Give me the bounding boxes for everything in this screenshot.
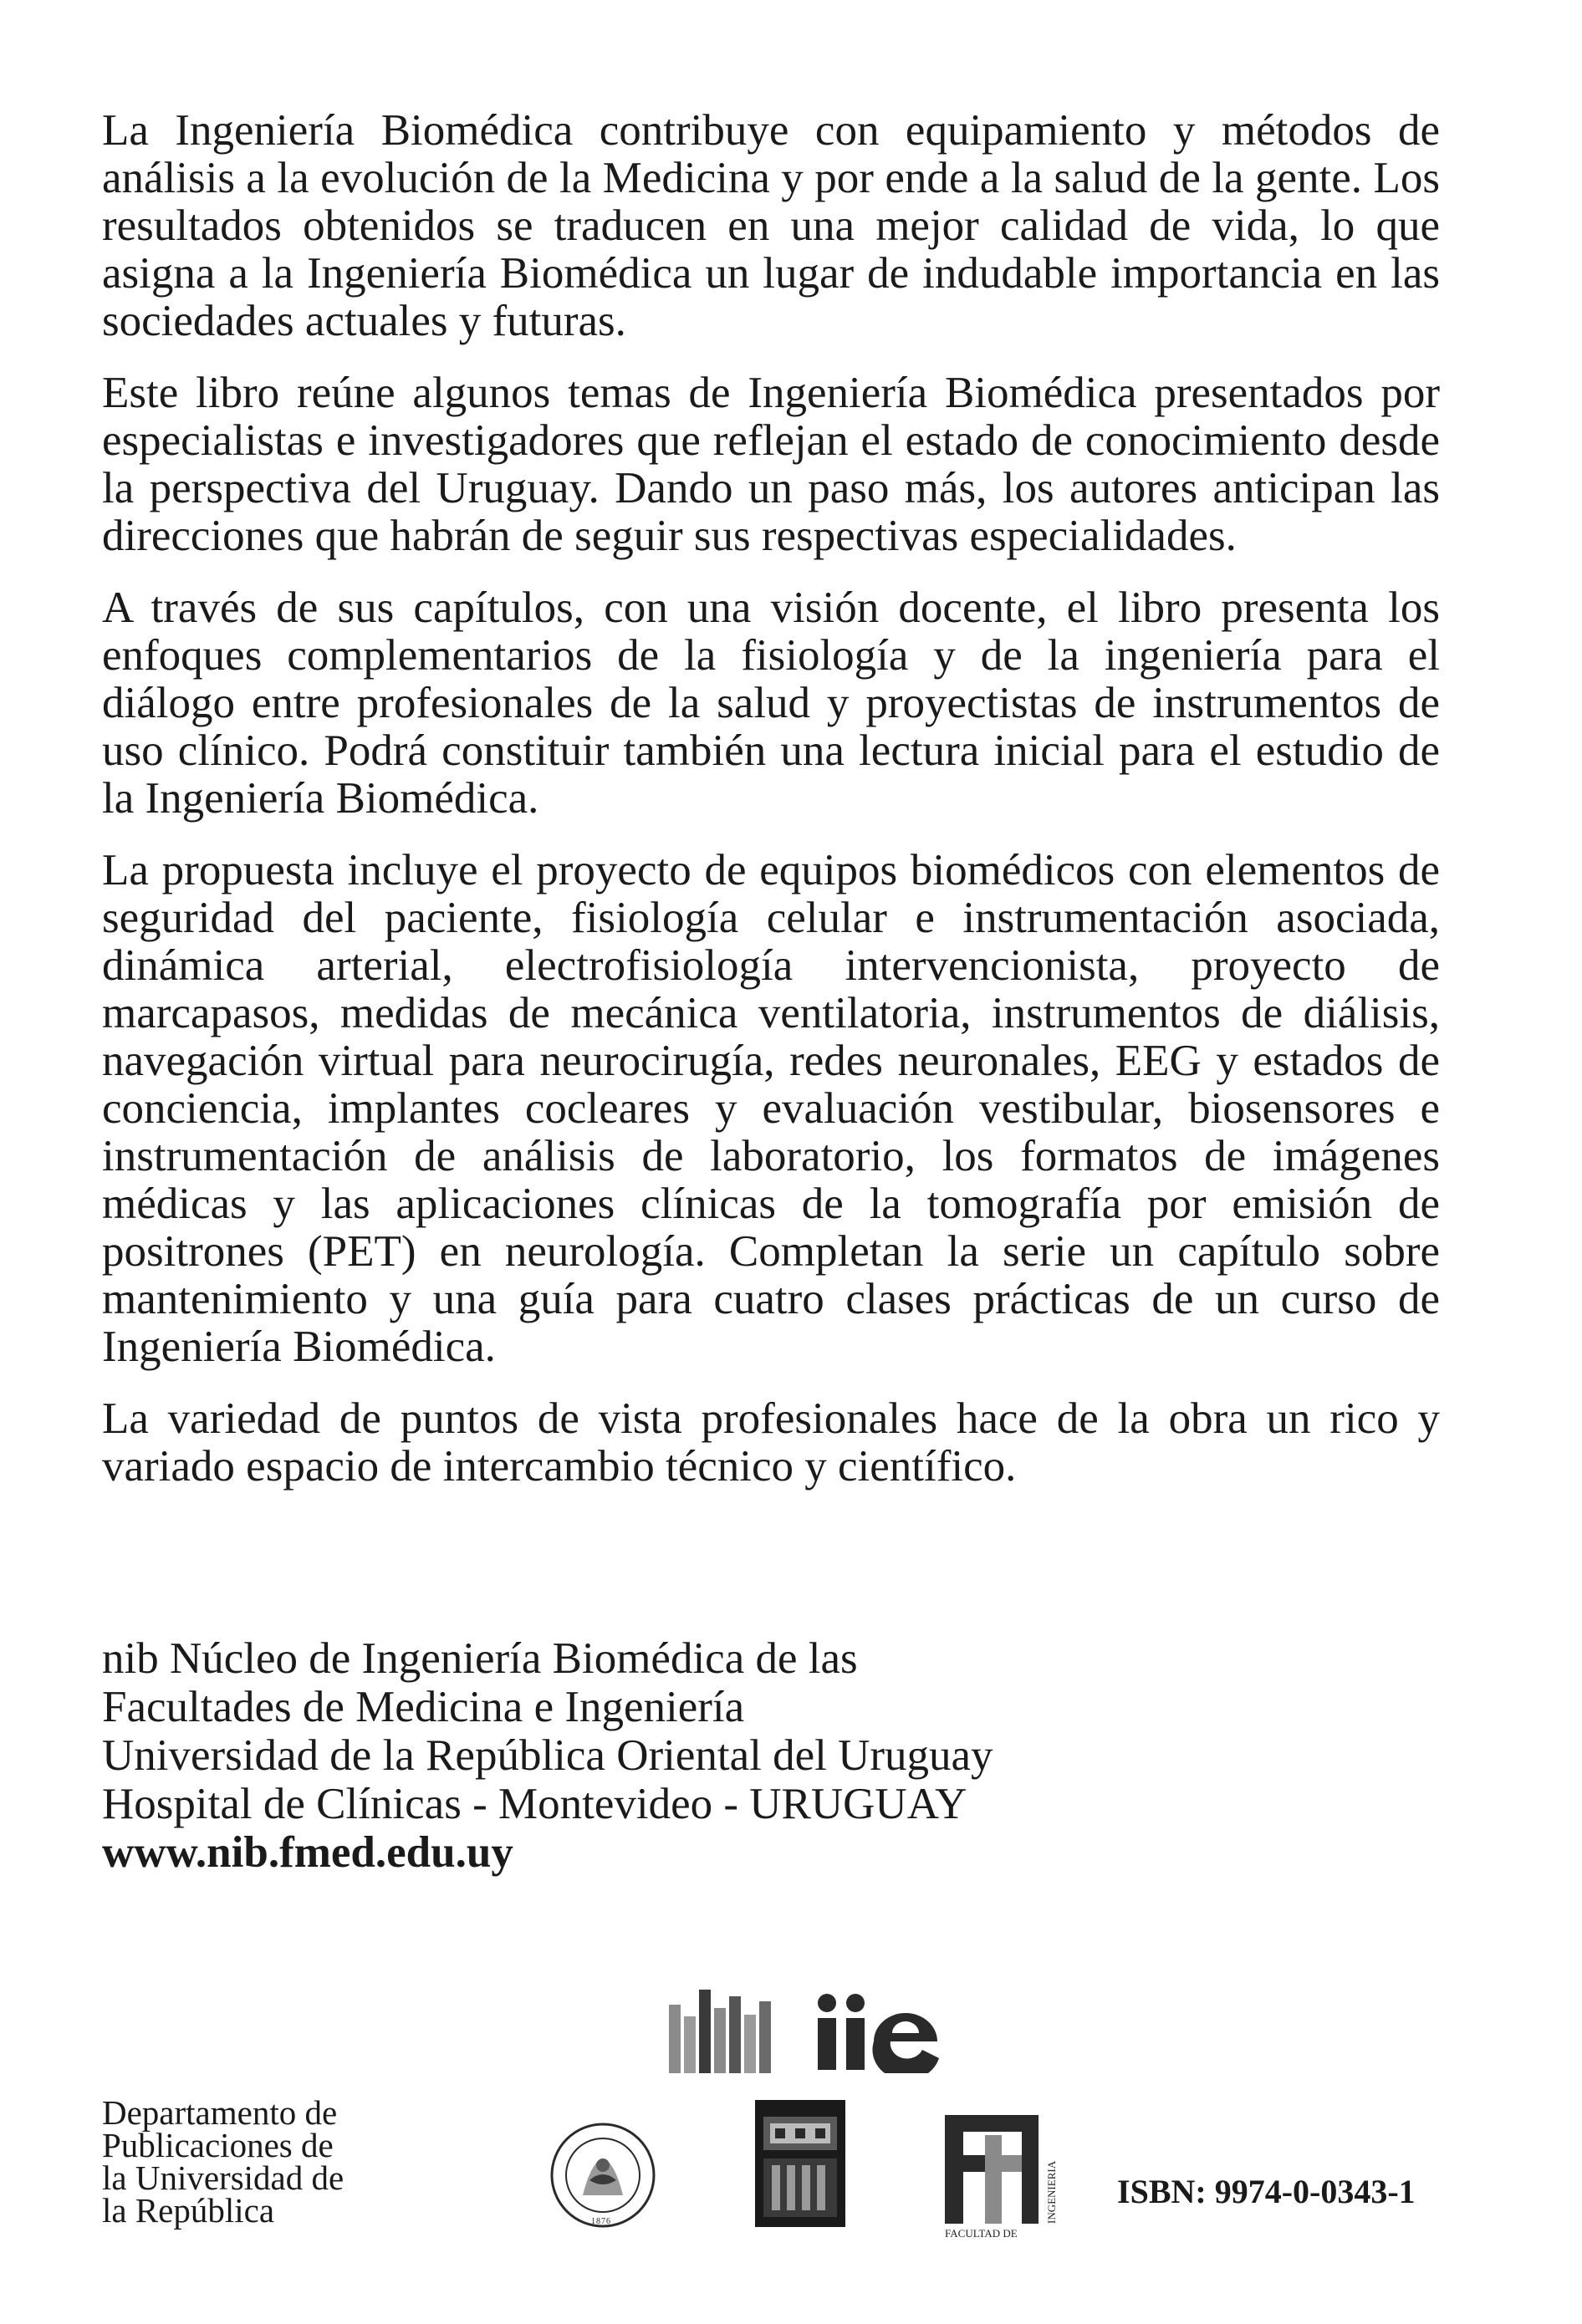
back-cover-text bbox=[102, 107, 1440, 1515]
publisher-block bbox=[102, 2093, 344, 2230]
publisher-line-3: la Universidad de bbox=[102, 2158, 344, 2197]
fing-side-text: INGENIERIA bbox=[1045, 2160, 1058, 2224]
address-line-3: Universidad de la República Oriental del Uruguay bbox=[102, 1731, 993, 1780]
isbn-label: ISBN: 9974-0-0343-1 bbox=[1117, 2173, 1416, 2210]
fing-bottom-text: FACULTAD DE bbox=[945, 2227, 1018, 2240]
publisher-line-1: Departamento de bbox=[102, 2093, 338, 2132]
paragraph-chapters: A través de sus capítulos, con una visión docente, el libro presenta los enfoques complementarios de la fisiología y de la ingeniería para el diálogo entre profesionales de la salud y proyectistas de instrumentos de uso clínico. Podrá constituir también una lectura inicial para el estudio de la Ingeniería Biomédica. bbox=[102, 584, 1440, 823]
crest-icon bbox=[755, 2100, 845, 2227]
seal-year: 1876 bbox=[591, 2217, 611, 2226]
paragraph-closing: La variedad de puntos de vista profesionales hace de la obra un rico y variado espacio de intercambio técnico y científico. bbox=[102, 1394, 1440, 1491]
publisher-line-2: Publicaciones de bbox=[102, 2126, 334, 2164]
iie-logo-icon bbox=[815, 1990, 949, 2073]
address-line-4: Hospital de Clínicas - Montevideo - URUGUAY bbox=[102, 1780, 967, 1828]
nib-logo-icon bbox=[669, 1990, 778, 2073]
institution-address bbox=[102, 1634, 1189, 1877]
university-seal-icon bbox=[549, 2122, 656, 2229]
website-link[interactable]: www.nib.fmed.edu.uy bbox=[102, 1828, 513, 1877]
paragraph-book: Este libro reúne algunos temas de Ingeniería Biomédica presentados por especialistas e investigadores que reflejan el estado de conocimiento desde la perspectiva del Uruguay. Dando un paso más, los autores anticipan las direcciones que habrán de seguir sus respectivas especialidades. bbox=[102, 369, 1440, 560]
paragraph-intro: La Ingeniería Biomédica contribuye con equipamiento y métodos de análisis a la evolución de la Medicina y por ende a la salud de la gente. Los resultados obtenidos se traducen en una mejor calidad de vida, lo que asigna a la Ingeniería Biomédica un lugar de indudable importancia en las sociedades actuales y futuras. bbox=[102, 106, 1440, 345]
publisher-line-4: la República bbox=[102, 2191, 275, 2230]
facultad-ingenieria-logo-icon bbox=[945, 2115, 1062, 2240]
paragraph-topics: La propuesta incluye el proyecto de equipos biomédicos con elementos de seguridad del paciente, fisiología celular e instrumentación asociada, dinámica arterial, electrofisiología intervencionista, proyecto de marcapasos, medidas de mecánica ventilatoria, instrumentos de diálisis, navegación virtual para neurocirugía, redes neuronales, EEG y estados de conciencia, implantes cocleares y evaluación vestibular, biosensores e instrumentación de análisis de laboratorio, los formatos de imágenes médicas y las aplicaciones clínicas de la tomografía por emisión de positrones (PET) en neurología. Completan la serie un capítulo sobre mantenimiento y una guía para cuatro clases prácticas de un curso de Ingeniería Biomédica. bbox=[102, 846, 1440, 1371]
address-line-2: Facultades de Medicina e Ingeniería bbox=[102, 1683, 745, 1731]
address-line-1: nib Núcleo de Ingeniería Biomédica de las bbox=[102, 1634, 858, 1683]
